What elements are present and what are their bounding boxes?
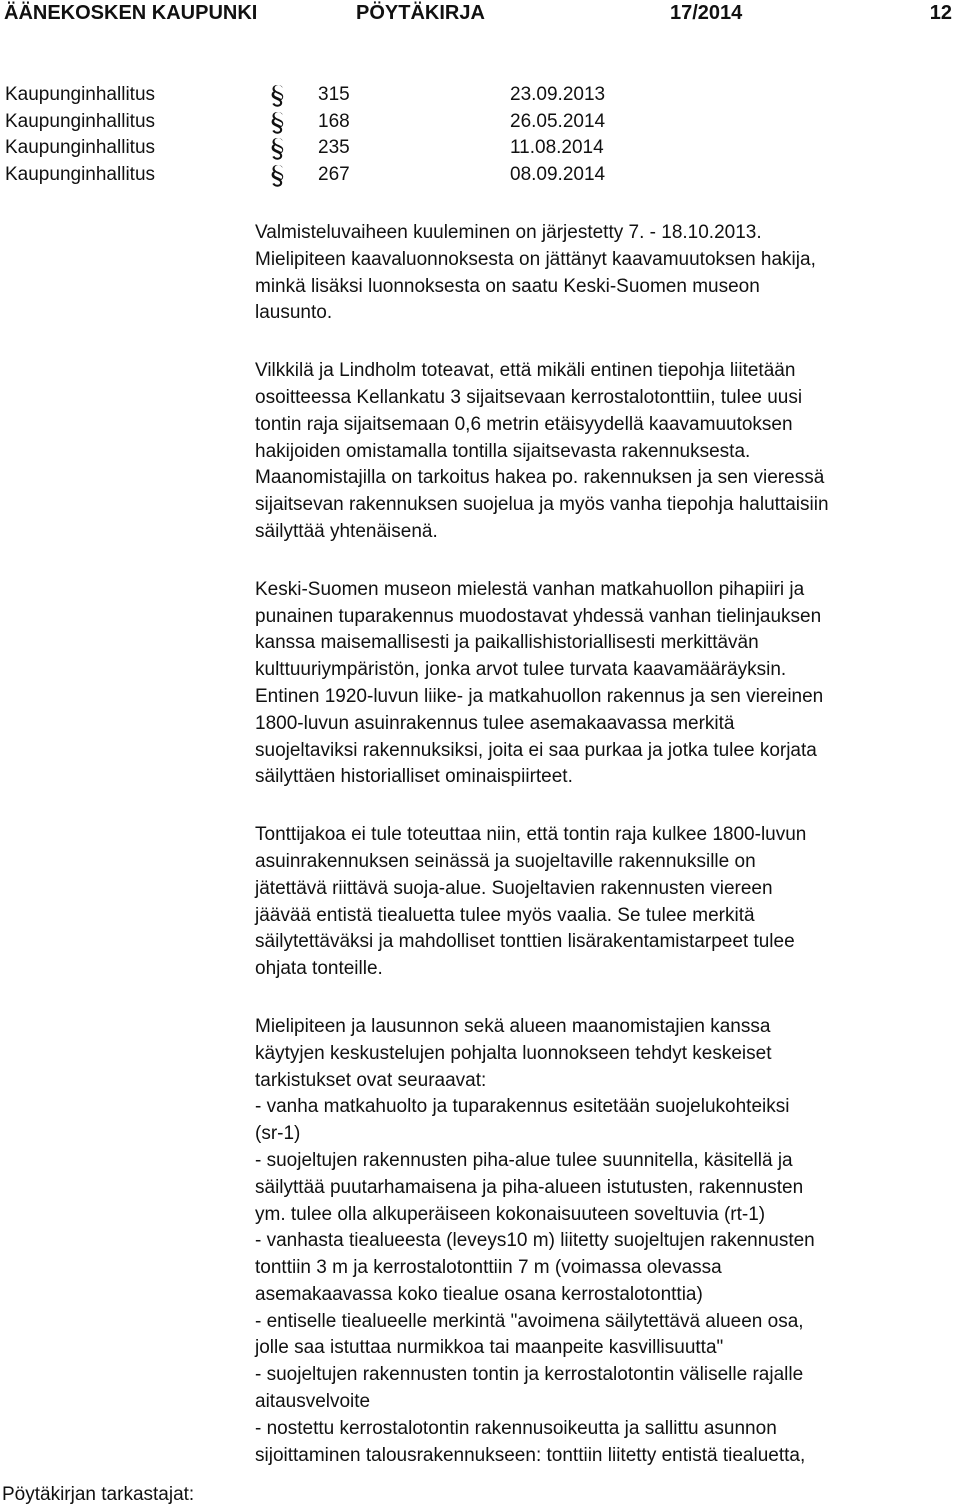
text-line: (sr-1) bbox=[255, 1123, 301, 1145]
city-name: ÄÄNEKOSKEN KAUPUNKI bbox=[4, 2, 258, 24]
text-line: kulttuuriympäristön, jonka arvot tulee turvata kaavamääräyksin. bbox=[255, 659, 787, 681]
section-sign-icon bbox=[268, 110, 290, 134]
section-sign-icon bbox=[268, 136, 290, 160]
reference-section-number: 315 bbox=[318, 84, 350, 105]
text-line: asuinrakennuksen seinässä ja suojeltaville rakennuksille on bbox=[255, 850, 756, 872]
reference-organ: Kaupunginhallitus bbox=[5, 137, 156, 158]
text-line: säilyttää yhtenäisenä. bbox=[255, 520, 438, 542]
text-line: Mielipiteen kaavaluonnoksesta on jättänyt kaavamuutoksen hakija, bbox=[255, 248, 816, 270]
text-line: säilyttää puutarhamaisena ja piha-alueen istutusten, rakennusten bbox=[255, 1176, 804, 1198]
text-line: Vilkkilä ja Lindholm toteavat, että mikäli entinen tiepohja liitetään bbox=[255, 360, 796, 382]
reference-section-number: 267 bbox=[318, 163, 350, 185]
reference-organ: Kaupunginhallitus bbox=[5, 110, 156, 132]
reference-date: 26.05.2014 bbox=[510, 110, 606, 132]
text-line: sijoittaminen talousrakennukseen: tonttiin liitetty entistä tiealuetta, bbox=[255, 1444, 806, 1466]
reference-section-number: 168 bbox=[318, 110, 350, 132]
reference-date: 23.09.2013 bbox=[510, 84, 606, 105]
minutes-checkers-label: Pöytäkirjan tarkastajat: bbox=[2, 1484, 195, 1505]
body-paragraph bbox=[255, 220, 955, 327]
text-line: kanssa maisemallisesti ja paikallishistoriallisesti merkittävän bbox=[255, 632, 759, 654]
reference-list bbox=[0, 82, 960, 188]
text-line: ohjata tonteille. bbox=[255, 958, 383, 980]
text-line: jätettävä riittävä suoja-alue. Suojeltavien rakennusten viereen bbox=[255, 877, 773, 899]
text-line: ym. tulee olla alkuperäiseen kokonaisuuteen soveltuvia (rt-1) bbox=[255, 1203, 766, 1225]
text-line: punainen tuparakennus muodostavat yhdessä vanhan tielinjauksen bbox=[255, 605, 822, 627]
text-line: aitausvelvoite bbox=[255, 1391, 371, 1413]
page-number: 12 bbox=[929, 2, 952, 24]
reference-row bbox=[0, 82, 960, 109]
document-type: PÖYTÄKIRJA bbox=[356, 2, 485, 24]
text-line: käytyjen keskustelujen pohjalta luonnokseen tehdyt keskeiset bbox=[255, 1042, 772, 1064]
text-line: - vanha matkahuolto ja tuparakennus esitetään suojelukohteiksi bbox=[255, 1096, 790, 1118]
text-line: - suojeltujen rakennusten piha-alue tulee suunnitella, käsitellä ja bbox=[255, 1149, 793, 1171]
text-line: jolle saa istuttaa nurmikkoa tai maanpeite kasvillisuutta" bbox=[255, 1337, 724, 1359]
body-paragraph bbox=[255, 1014, 955, 1470]
text-line: suojeltaviksi rakennuksiksi, joita ei saa purkaa ja jotka tulee korjata bbox=[255, 739, 817, 761]
text-line: Maanomistajilla on tarkoitus hakea po. rakennuksen ja sen vieressä bbox=[255, 467, 825, 489]
text-line: minkä lisäksi luonnoksesta on saatu Keski-Suomen museon bbox=[255, 275, 760, 297]
text-line: Valmisteluvaiheen kuuleminen on järjestetty 7. - 18.10.2013. bbox=[255, 222, 762, 243]
text-line: - nostettu kerrostalotontin rakennusoikeutta ja sallittu asunnon bbox=[255, 1417, 777, 1439]
text-line: 1800-luvun asuinrakennus tulee asemakaavassa merkitä bbox=[255, 712, 735, 734]
section-sign-icon bbox=[268, 83, 290, 107]
body-paragraph bbox=[255, 577, 955, 791]
reference-date: 11.08.2014 bbox=[510, 137, 604, 158]
reference-row bbox=[0, 135, 960, 162]
reference-organ: Kaupunginhallitus bbox=[5, 163, 156, 185]
reference-section-number: 235 bbox=[318, 137, 350, 158]
body-paragraph bbox=[255, 822, 955, 983]
text-line: - suojeltujen rakennusten tontin ja kerrostalotontin väliselle rajalle bbox=[255, 1364, 804, 1386]
text-line: Entinen 1920-luvun liike- ja matkahuollon rakennus ja sen viereinen bbox=[255, 685, 824, 707]
document-header bbox=[0, 0, 960, 30]
text-line: tonttiin 3 m ja kerrostalotonttiin 7 m (voimassa olevassa bbox=[255, 1257, 722, 1279]
text-line: tontin raja sijaitsemaan 0,6 metrin etäisyydellä kaavamuutoksen bbox=[255, 413, 793, 435]
text-line: säilyttäen historialliset ominaispiirteet. bbox=[255, 766, 573, 788]
text-line: Tonttijakoa ei tule toteuttaa niin, että tontin raja kulkee 1800-luvun bbox=[255, 824, 807, 846]
body-paragraph bbox=[255, 358, 955, 546]
text-line: sijaitsevan rakennuksen suojelua ja myös vanha tiepohja haluttaisiin bbox=[255, 494, 829, 516]
document-body bbox=[255, 220, 955, 1500]
reference-date: 08.09.2014 bbox=[510, 163, 606, 185]
text-line: lausunto. bbox=[255, 302, 333, 324]
document-number: 17/2014 bbox=[670, 2, 743, 24]
text-line: osoitteessa Kellankatu 3 sijaitsevaan kerrostalotonttiin, tulee uusi bbox=[255, 386, 803, 408]
reference-row bbox=[0, 109, 960, 136]
text-line: tarkistukset ovat seuraavat: bbox=[255, 1069, 487, 1091]
text-line: Keski-Suomen museon mielestä vanhan matkahuollon pihapiiri ja bbox=[255, 578, 805, 600]
text-line: - entiselle tiealueelle merkintä "avoimena säilytettävä alueen osa, bbox=[255, 1310, 804, 1332]
text-line: - vanhasta tiealueesta (leveys10 m) liitetty suojeltujen rakennusten bbox=[255, 1230, 815, 1252]
text-line: asemakaavassa koko tiealue osana kerrostalotonttia) bbox=[255, 1283, 703, 1305]
text-line: säilytettäväksi ja mahdolliset tonttien lisärakentamistarpeet tulee bbox=[255, 931, 795, 953]
section-sign-icon bbox=[268, 163, 290, 187]
reference-organ: Kaupunginhallitus bbox=[5, 84, 156, 105]
text-line: hakijoiden omistamalla tontilla sijaitsevasta rakennuksesta. bbox=[255, 440, 751, 462]
text-line: jäävää entistä tiealuetta tulee myös vaalia. Se tulee merkitä bbox=[255, 904, 755, 926]
text-line: Mielipiteen ja lausunnon sekä alueen maanomistajien kanssa bbox=[255, 1015, 771, 1037]
reference-row bbox=[0, 162, 960, 189]
